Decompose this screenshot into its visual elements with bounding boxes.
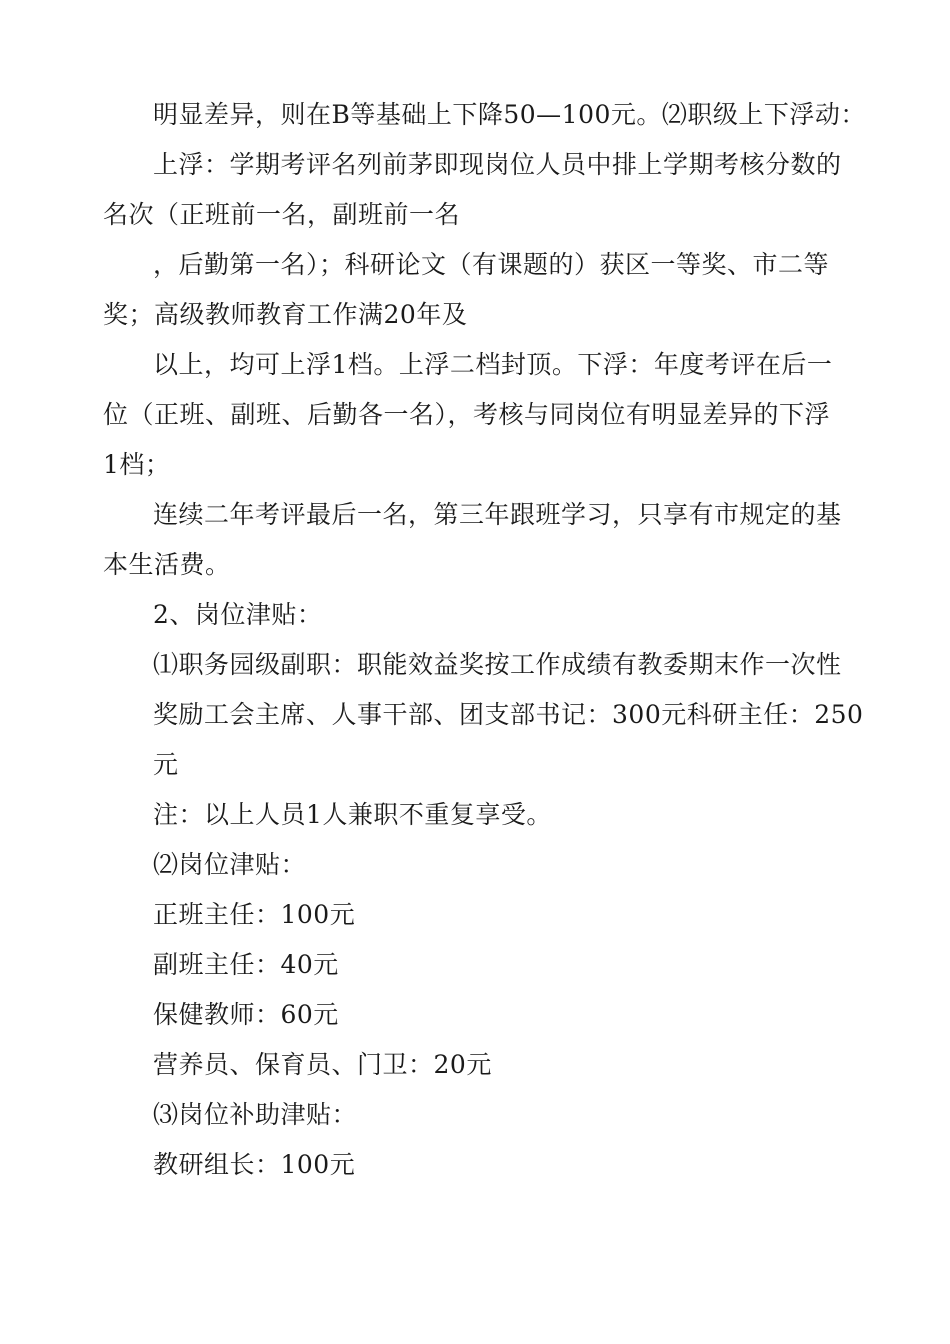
text-line: 奖；高级教师教育工作满20年及 xyxy=(103,300,468,329)
allowance-item: 正班主任：100元 xyxy=(153,900,356,929)
subsection-heading: ⑵岗位津贴： xyxy=(153,850,307,879)
allowance-item: 保健教师：60元 xyxy=(153,1000,339,1029)
allowance-item: 教研组长：100元 xyxy=(153,1150,356,1179)
text-line: 上浮：学期考评名列前茅即现岗位人员中排上学期考核分数的 xyxy=(153,150,842,179)
text-line: 明显差异，则在B等基础上下降50—100元。⑵职级上下浮动： xyxy=(153,100,866,129)
text-line: 1档； xyxy=(103,450,171,479)
section-heading: 2、岗位津贴： xyxy=(153,600,323,629)
text-line: 名次（正班前一名，副班前一名 xyxy=(103,200,461,229)
text-line: 元 xyxy=(153,750,179,779)
allowance-item: 副班主任：40元 xyxy=(153,950,339,979)
text-line: ，后勤第一名）；科研论文（有课题的）获区一等奖、市二等 xyxy=(153,250,830,279)
text-line: 连续二年考评最后一名，第三年跟班学习，只享有市规定的基 xyxy=(153,500,842,529)
text-line: 本生活费。 xyxy=(103,550,231,579)
allowance-item: 营养员、保育员、门卫：20元 xyxy=(153,1050,492,1079)
note-line: 注：以上人员1人兼职不重复享受。 xyxy=(153,800,552,829)
text-line: 奖励工会主席、人事干部、团支部书记：300元科研主任：250 xyxy=(153,700,864,729)
text-line: 位（正班、副班、后勤各一名），考核与同岗位有明显差异的下浮 xyxy=(103,400,831,429)
text-line: ⑴职务园级副职：职能效益奖按工作成绩有教委期末作一次性 xyxy=(153,650,842,679)
text-line: 以上，均可上浮1档。上浮二档封顶。下浮：年度考评在后一 xyxy=(153,350,833,379)
subsection-heading: ⑶岗位补助津贴： xyxy=(153,1100,358,1129)
